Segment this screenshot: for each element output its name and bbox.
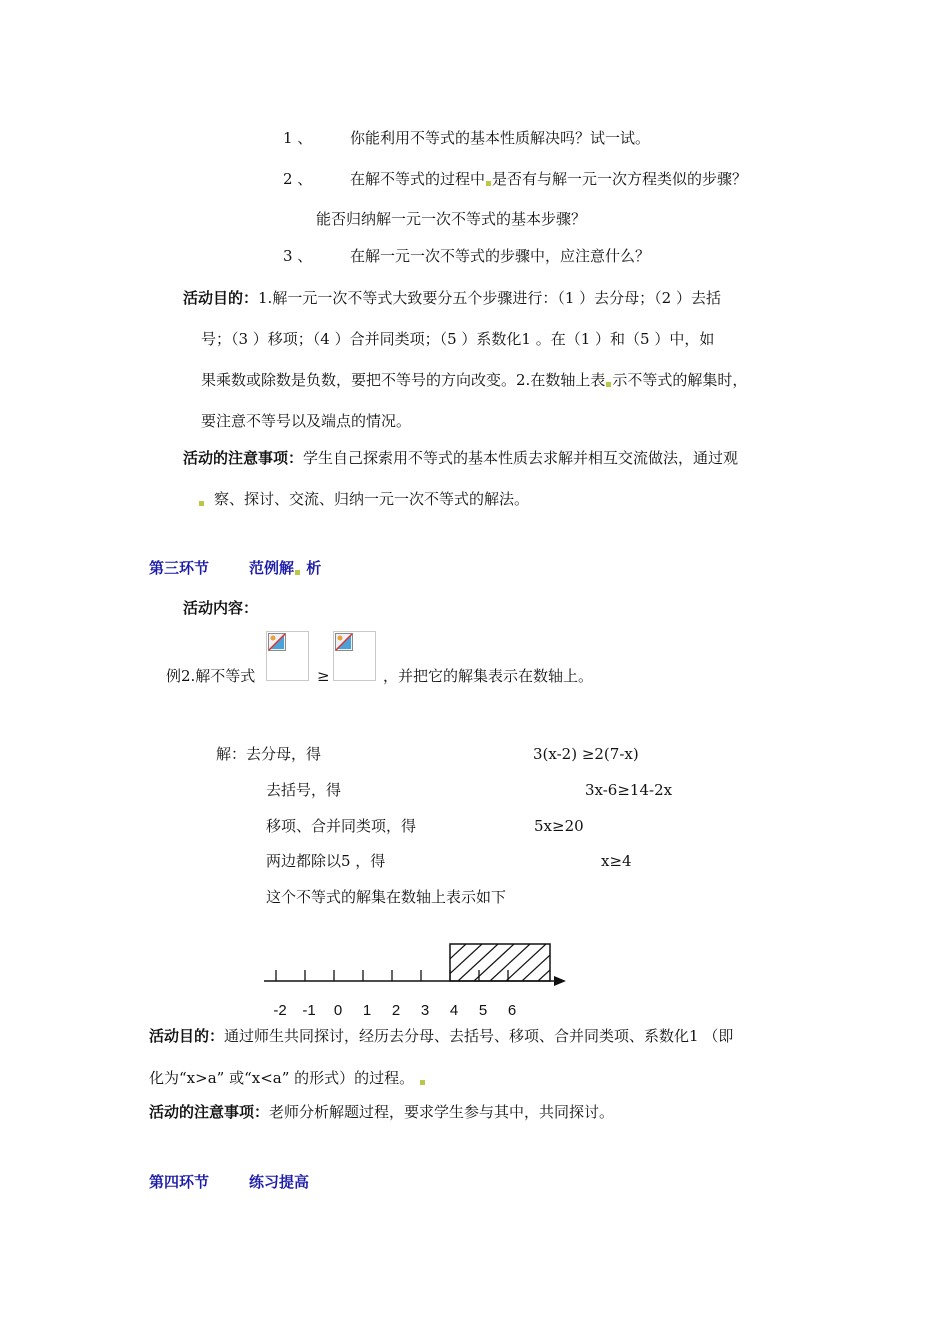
broken-image-icon [335,633,353,651]
equation-image-placeholder [266,631,309,681]
tick-label: -1 [302,1002,316,1019]
section-4-label: 第四环节 [149,1173,210,1191]
solution-summary: 这个不等式的解集在数轴上表示如下 [266,888,507,906]
hatch-line [410,944,450,981]
tick-label: -2 [273,1002,287,1019]
solution-step-4-expr: x≥4 [601,852,632,870]
question-2 [283,169,748,189]
solution-region [450,944,550,981]
solution-step-3-label: 移项、合并同类项，得 [266,817,417,835]
section-4-title: 练习提高 [249,1173,310,1191]
tick-label: 2 [391,1002,401,1019]
activity-content-label: 活动内容： [183,599,259,617]
number-line [250,935,580,1025]
section-3-title: 范例解 析 [249,559,322,577]
hatch-line [538,944,578,981]
highlight-mark [199,501,204,506]
question-text: 在解不等式的过程中 是否有与解一元一次方程类似的步骤？ [350,170,748,188]
notes-label: 活动的注意事项： [183,449,304,467]
tick-label: 1 [362,1002,372,1019]
question-number: 3 、 [283,247,313,265]
hatch-line [490,944,530,981]
hatch-line [458,944,498,981]
purpose-label: 活动目的： [149,1027,225,1045]
hatch-line [522,944,562,981]
solution-hatching [410,944,580,981]
question-number: 2 、 [283,170,313,188]
tick-label: 3 [420,1002,430,1019]
example-operator: ≥ [317,667,330,685]
question-number: 1 、 [283,129,313,147]
question-3 [283,246,651,266]
section-3-label: 第三环节 [149,559,210,577]
tick-label: 6 [507,1002,517,1019]
notes-line-1: 活动的注意事项：学生自己探索用不等式的基本性质去求解并相互交流做法，通过观 [183,449,739,467]
purpose-line-4: 要注意不等号以及端点的情况。 [201,412,412,430]
tick-label: 5 [478,1002,488,1019]
solution-step-1-expr: 3(x-2) ≥2(7-x) [533,745,639,763]
hatch-line [426,944,466,981]
hatch-line [554,944,580,981]
notes-line-2: 察、探讨、交流、归纳一元一次不等式的解法。 [198,489,529,509]
question-text: 你能利用不等式的基本性质解决吗？试一试。 [350,129,651,147]
hatch-line [506,944,546,981]
question-text: 在解一元一次不等式的步骤中，应注意什么？ [350,247,651,265]
highlight-mark [295,570,300,575]
tick-label: 0 [333,1002,343,1019]
highlight-mark [606,382,611,387]
hatch-line [442,944,482,981]
solution-step-3-expr: 5x≥20 [534,817,584,835]
solution-step-4-label: 两边都除以5 ，得 [266,852,386,870]
solution-step-2-expr: 3x-6≥14-2x [585,781,673,799]
example-prefix: 例2.解不等式 [166,667,256,685]
broken-image-icon [268,633,286,651]
equation-image-placeholder [333,631,376,681]
solution-step-2-label: 去括号，得 [266,781,342,799]
hatch-line [570,944,580,981]
purpose-2-line-2: 化为“x>a” 或“x<a” 的形式）的过程。 [149,1068,426,1088]
highlight-mark [486,181,491,186]
notes-2: 活动的注意事项：老师分析解题过程，要求学生参与其中，共同探讨。 [149,1103,615,1121]
tick-label: 4 [449,1002,459,1019]
purpose-line-2: 号；（3 ）移项；（4 ）合并同类项；（5 ）系数化1 。在（1 ）和（5 ）中，如 [201,330,715,348]
question-1 [283,128,651,148]
solution-step-1-label: 解：去分母，得 [216,745,322,763]
highlight-mark [420,1080,425,1085]
purpose-line-3: 果乘数或除数是负数，要把不等号的方向改变。2.在数轴上表 示不等式的解集时， [201,371,748,389]
question-2-continuation: 能否归纳解一元一次不等式的基本步骤？ [316,210,587,228]
example-suffix: ，并把它的解集表示在数轴上。 [383,667,594,685]
axis-arrow [554,976,566,986]
purpose-label: 活动目的： [183,289,259,307]
notes-label: 活动的注意事项： [149,1103,270,1121]
purpose-line-1: 活动目的：1.解一元一次不等式大致要分五个步骤进行：（1 ）去分母；（2 ）去括 [183,289,721,307]
purpose-2-line-1: 活动目的：通过师生共同探讨，经历去分母、去括号、移项、合并同类项、系数化1 （即 [149,1027,734,1045]
